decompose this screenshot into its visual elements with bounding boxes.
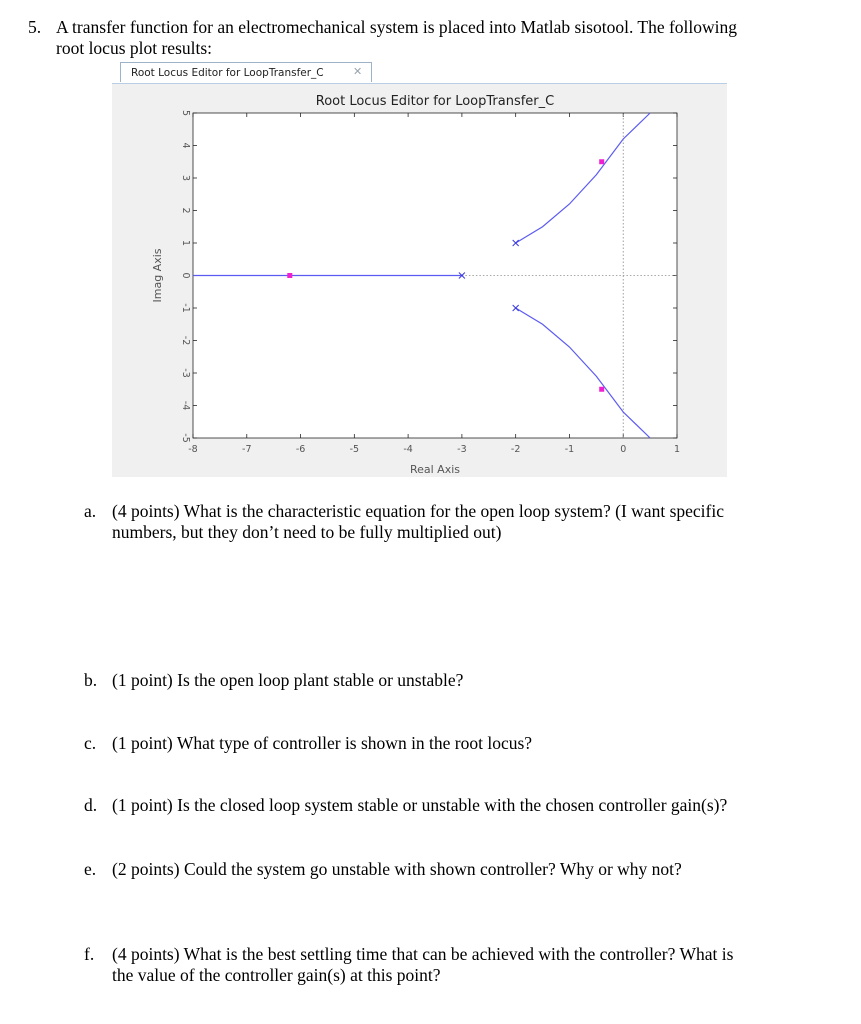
subquestion-letter: c. xyxy=(84,733,97,753)
x-tick-label: 0 xyxy=(620,444,627,455)
x-tick-label: -6 xyxy=(295,444,306,455)
editor-tab-bar xyxy=(112,61,727,84)
x-tick-label: -1 xyxy=(564,444,575,455)
y-tick-label: -1 xyxy=(180,303,191,313)
x-tick-label: -7 xyxy=(242,444,252,455)
subquestion-letter: e. xyxy=(84,859,97,879)
subquestion-letter: b. xyxy=(84,670,98,690)
question-number: 5. xyxy=(28,17,42,37)
subquestion-letter: d. xyxy=(84,795,98,815)
y-axis-label: Imag Axis xyxy=(151,248,164,303)
y-tick-label: 0 xyxy=(180,272,191,279)
root-locus-figure xyxy=(112,84,727,477)
x-tick-label: -4 xyxy=(403,444,413,455)
root-locus-plot[interactable] xyxy=(112,84,727,477)
subquestion-text: (4 points) What is the best settling time that can be achieved with the controller? What is xyxy=(112,944,734,964)
y-tick-label: -2 xyxy=(180,335,191,346)
y-tick-label: 4 xyxy=(180,142,191,149)
tab-label: Root Locus Editor for LoopTransfer_C xyxy=(131,66,324,79)
question-text-line2: root locus plot results: xyxy=(56,38,213,58)
closed-loop-pole-marker xyxy=(599,387,604,392)
y-tick-label: 3 xyxy=(180,174,191,182)
close-icon[interactable]: ✕ xyxy=(353,65,363,78)
subquestion-text: (1 point) Is the open loop plant stable or unstable? xyxy=(112,670,464,690)
subquestion-text: (1 point) Is the closed loop system stable or unstable with the chosen controller gain(s)? xyxy=(112,795,728,815)
y-tick-label: 5 xyxy=(180,109,191,117)
x-tick-label: -5 xyxy=(349,444,360,455)
y-tick-label: 2 xyxy=(180,207,191,214)
subquestion-text: (1 point) What type of controller is shown in the root locus? xyxy=(112,733,533,753)
y-tick-label: -3 xyxy=(180,368,191,378)
subquestion-letter: f. xyxy=(84,944,95,964)
y-tick-label: 1 xyxy=(180,239,191,247)
y-tick-label: -4 xyxy=(180,400,191,411)
subquestion-text: the value of the controller gain(s) at this point? xyxy=(112,965,441,985)
chart-title: Root Locus Editor for LoopTransfer_C xyxy=(315,94,555,109)
subquestion-text: (2 points) Could the system go unstable with shown controller? Why or why not? xyxy=(112,859,682,879)
closed-loop-pole-marker xyxy=(599,159,604,164)
x-axis-label: Real Axis xyxy=(409,463,461,476)
subquestion-text: numbers, but they don’t need to be fully multiplied out) xyxy=(112,522,502,542)
closed-loop-pole-marker xyxy=(287,273,292,278)
x-tick-label: 1 xyxy=(673,444,681,455)
tab-root-locus-editor[interactable] xyxy=(120,62,372,82)
question-text-line1: A transfer function for an electromechanical system is placed into Matlab sisotool. The following xyxy=(56,17,738,37)
x-tick-label: -8 xyxy=(188,444,198,455)
x-tick-label: -2 xyxy=(510,444,521,455)
x-tick-label: -3 xyxy=(457,444,467,455)
subquestion-letter: a. xyxy=(84,501,97,521)
y-tick-label: -5 xyxy=(180,433,191,443)
subquestion-text: (4 points) What is the characteristic equation for the open loop system? (I want specific xyxy=(112,501,724,521)
